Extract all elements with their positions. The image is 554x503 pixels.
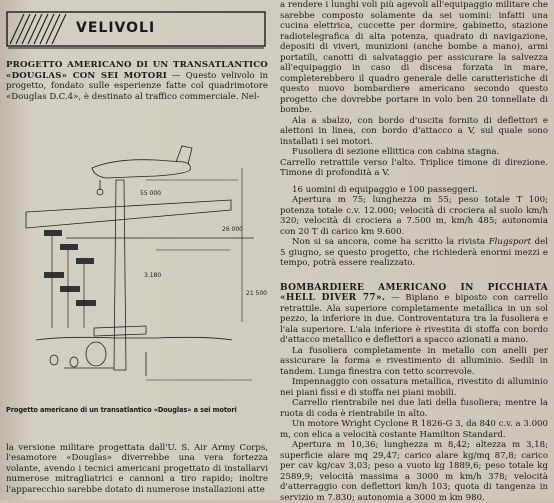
- three-view-diagram: [6, 140, 268, 402]
- article1-para-4: Carrello retrattile verso l'alto. Triplice timone di direzione. Timone di profondità a V.: [280, 157, 548, 178]
- article1-para-6: Apertura m 75; lunghezza m 55; peso totale T 100; potenza totale c.v. 12.000; velocità di crociera al suolo km/h 320; velocità di crociera a 7.500 m, km/h 485; autonomia con 20 T di carico km 9.600.: [280, 195, 548, 237]
- dim-span: 55 000: [140, 190, 161, 197]
- article1-para-7-a: Non si sa ancora, come ha scritto la rivista: [292, 237, 489, 247]
- article2-lead: [280, 283, 548, 346]
- dim-length-b: 21 500: [246, 290, 267, 297]
- dim-height: 3.180: [144, 272, 162, 279]
- section-banner: [6, 8, 268, 50]
- article1-para-2: Ala a sbalzo, con bordo d'uscita fornito di deflettori e alettoni in linea, con bordo d'attacco a V, sul quale sono installati i sei motori.: [280, 115, 548, 147]
- article2-headline: BOMBARDIERE AMERICANO IN PICCHIATA «HELL DIVER 77».: [280, 282, 548, 303]
- article2-para-2: La fusoliera completamente in metallo con anelli per assicurare la forma e rivestimento di alluminio. Sedili in tandem. Lunga finestra con tetto scorrevole.: [280, 345, 548, 377]
- article1-para-7-b: del 5 giugno, se questo progetto, che richiederà enormi mezzi e tempo, potrà essere realizzato.: [280, 237, 548, 268]
- article1-headline: PROGETTO AMERICANO DI UN TRANSATLANTICO «DOUGLAS» CON SEI MOTORI: [6, 60, 268, 81]
- section-title: VELIVOLI: [76, 20, 156, 36]
- article2-para-4: Carrello rientrabile nei due lati della fusoliera; mentre la ruota di coda è rientrabile in alto.: [280, 398, 548, 419]
- article1-lead: [6, 60, 268, 102]
- figure-caption: Progetto americano di un transatlantico «Douglas» a sei motori: [6, 406, 237, 414]
- article1-para-7: [280, 237, 548, 269]
- right-column: [280, 0, 548, 503]
- article1-left-bottom: la versione militare progettata dall'U. S. Air Army Corps, l'esamotore «Douglas» diverrebbe una vera fortezza volante, avendo i tecnici americani progettato di installarvi numerose mitragliatrici e cannoni a tiro rapido; inoltre l'apparecchio sarebbe dotato di numerose installazioni atte: [6, 442, 268, 495]
- article1-para-5: 16 uomini di equipaggio e 100 passeggeri.: [292, 184, 478, 195]
- article1-para-3: Fusoliera di sezione ellittica con cabina stagna.: [292, 147, 500, 157]
- magazine-name: Flugsport: [488, 237, 532, 247]
- left-column: [6, 8, 268, 498]
- article1-lead-text: — Questo velivolo in progetto, fondato sulle esperienze fatte col quadrimotore «Douglas D.C.4», è destinato al traffico commerciale. Nel-: [6, 70, 268, 102]
- dim-length-a: 26 000: [222, 226, 243, 233]
- article2-para-3: Impennaggio con ossatura metallica, rivestito di alluminio nei piani fissi e di stoffa nei piani mobili.: [280, 377, 548, 398]
- article2-lead-text: — Biplano e biposto con carrello retrattile. Ala superiore completamente metallica in un sol pezzo, la inferiore in due. Controventatura tra la fusoliera e l'ala superiore. L'ala inferiore è rivestita di stoffa con bordo d'attacco metallico e deflettori a spacco azionati a mano.: [280, 293, 548, 345]
- article1-para-1: a rendere i lunghi voli più agevoli all'equipaggio militare che sarebbe composto solamente da sei uomini: infatti una cucina elettrica, cuccette per dormire, gabinetto, stazione radiotelegrafica di alta potenza, quadrato di navigazione, depositi di viveri, munizioni (anche bombe a mano), armi portatili, canotti di salvataggio per assicurare la salvezza all'equipaggio in caso di discesa forzata in mare, completerebbero il quadro generale delle caratteristiche di questo nuovo bombardiere americano secondo questo progetto che dovrebbe portare in volo ben 20 tonnellate di bombe.: [280, 0, 548, 115]
- article2-para-6: Apertura m 10,36; lunghezza m 8,42; altezza m 3,18; superficie alare mq 29,47; carico alare kg/mq 87,8; carico per cav kg/cav 3,03; peso a vuoto kg 1889,6; peso totale kg 2589,9; velocità massima a 3000 m km/h 378; velocità d'atterraggio con deflettori km/h 103; quota di tangenza in servizio m 7.830; autonomia a 3000 m km 980.: [280, 440, 548, 503]
- article2-para-5: Un motore Wright Cyclone R 1826-G 3, da 840 c.v. a 3.000 m, con elica a velocità costante Hamilton Standard.: [280, 419, 548, 440]
- aircraft-technical-drawing: [6, 140, 268, 402]
